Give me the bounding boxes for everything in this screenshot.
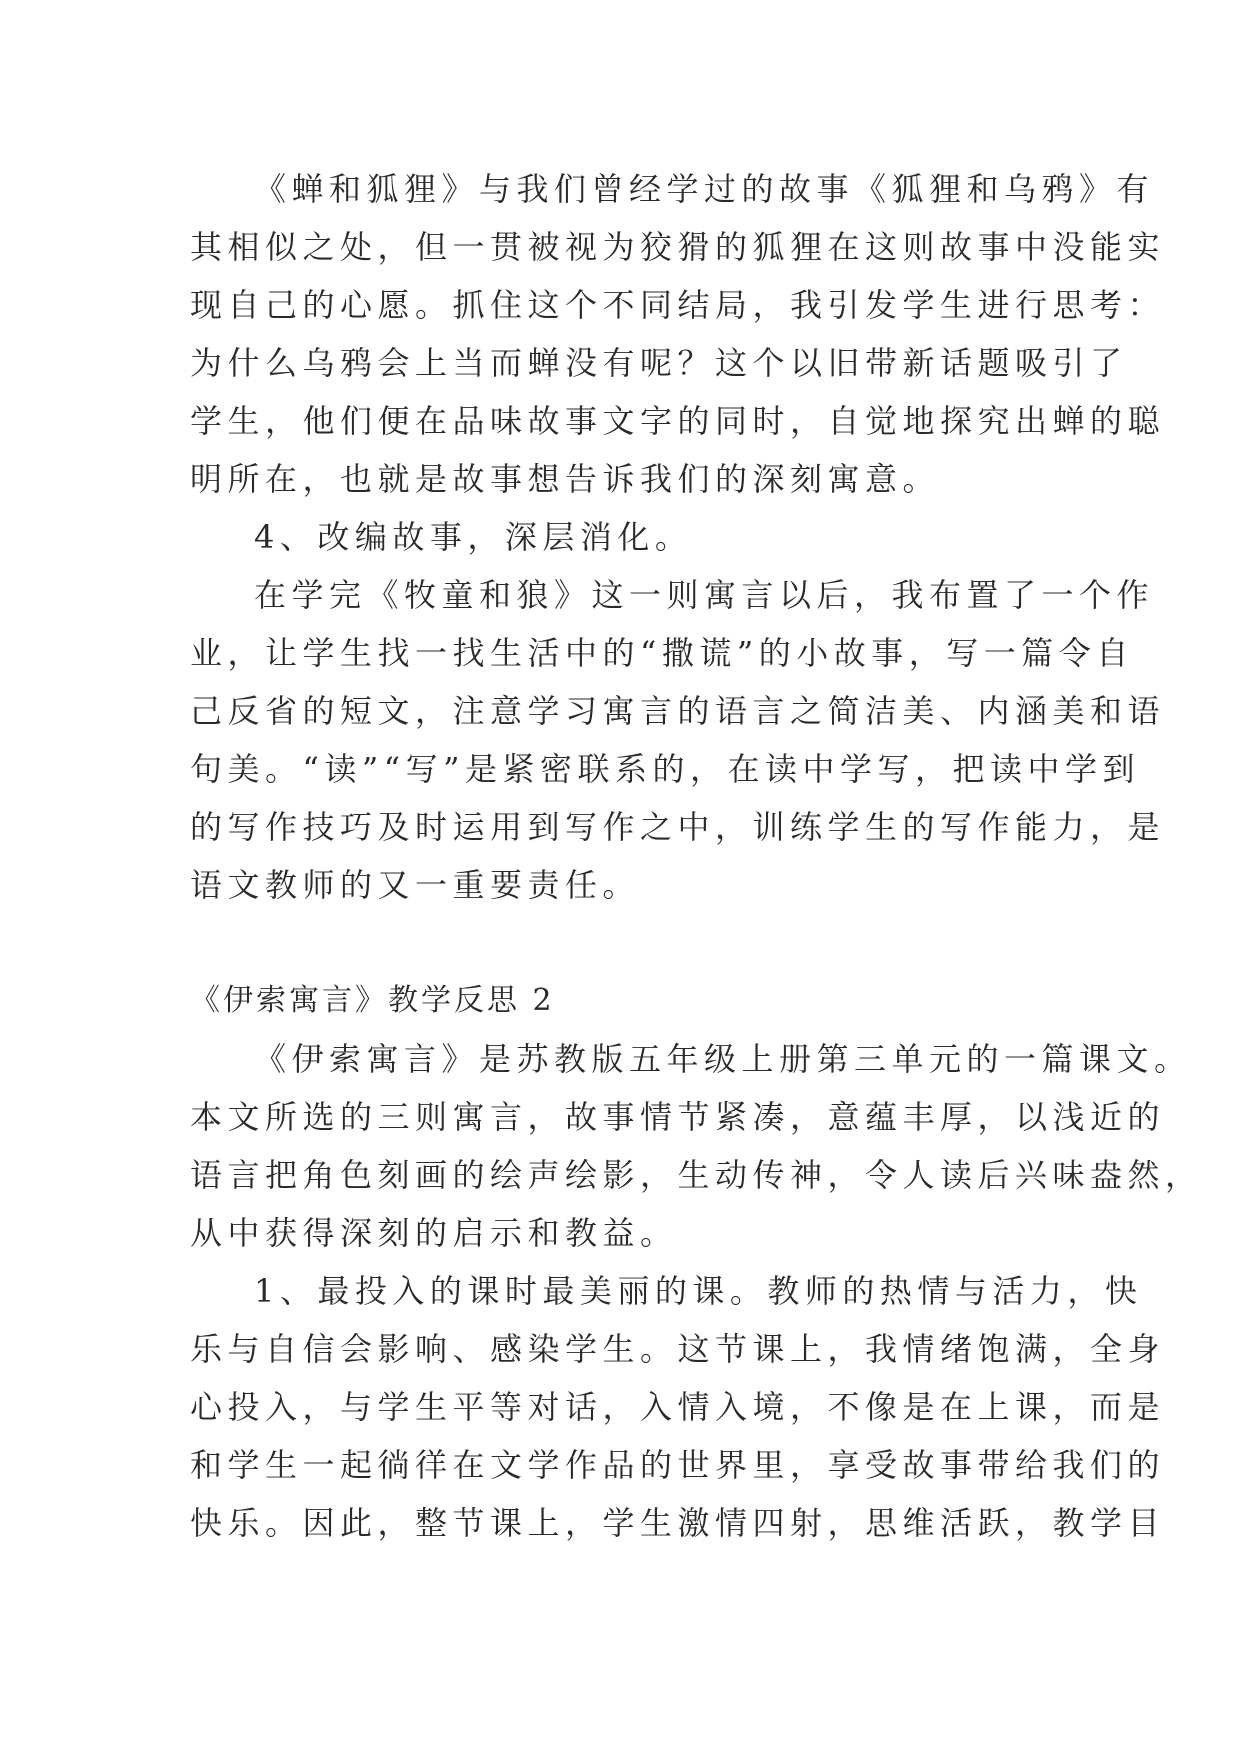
text-line: 语言把角色刻画的绘声绘影，生动传神，令人读后兴味盎然， <box>190 1156 1203 1194</box>
text-line: 心投入，与学生平等对话，入情入境，不像是在上课，而是 <box>190 1388 1166 1426</box>
paragraph-point-1 <box>190 1262 1166 1552</box>
text-line: 《蝉和狐狸》与我们曾经学过的故事《狐狸和乌鸦》有 <box>254 170 1155 208</box>
paragraph-shepherd-boy <box>190 566 1166 914</box>
paragraph-fox-and-cicada <box>190 160 1166 508</box>
text-line: 乐与自信会影响、感染学生。这节课上，我情绪饱满，全身 <box>190 1330 1166 1368</box>
text-line: 明所在，也就是故事想告诉我们的深刻寓意。 <box>190 460 941 498</box>
text-line: 在学完《牧童和狼》这一则寓言以后，我布置了一个作 <box>254 576 1155 614</box>
document-page <box>190 160 1203 1552</box>
paragraph-intro <box>190 1030 1203 1262</box>
text-line: 和学生一起徜徉在文学作品的世界里，享受故事带给我们的 <box>190 1446 1166 1484</box>
text-line: 业，让学生找一找生活中的“撒谎”的小故事，写一篇令自 <box>190 634 1134 672</box>
text-line: 《伊索寓言》是苏教版五年级上册第三单元的一篇课文。 <box>254 1040 1192 1078</box>
text-line: 现自己的心愿。抓住这个不同结局，我引发学生进行思考： <box>190 286 1166 324</box>
text-line: 本文所选的三则寓言，故事情节紧凑，意蕴丰厚，以浅近的 <box>190 1098 1166 1136</box>
text-line: 学生，他们便在品味故事文字的同时，自觉地探究出蝉的聪 <box>190 402 1166 440</box>
text-line: 句美。“读”“写”是紧密联系的，在读中学写，把读中学到 <box>190 750 1140 788</box>
text-line: 的写作技巧及时运用到写作之中，训练学生的写作能力，是 <box>190 808 1166 846</box>
text-line: 快乐。因此，整节课上，学生激情四射，思维活跃，教学目 <box>190 1504 1166 1542</box>
section-spacer <box>190 914 1050 972</box>
text-line: 己反省的短文，注意学习寓言的语言之简洁美、内涵美和语 <box>190 692 1166 730</box>
section-title: 《伊索寓言》教学反思 2 <box>190 983 555 1018</box>
text-line: 语文教师的又一重要责任。 <box>190 866 641 904</box>
text-line: 从中获得深刻的启示和教益。 <box>190 1214 678 1252</box>
list-item-4: 4、改编故事，深层消化。 <box>254 518 693 556</box>
text-line: 为什么乌鸦会上当而蝉没有呢？这个以旧带新话题吸引了 <box>190 344 1128 382</box>
text-line: 1、最投入的课时最美丽的课。教师的热情与活力，快 <box>254 1272 1143 1310</box>
text-line: 其相似之处，但一贯被视为狡猾的狐狸在这则故事中没能实 <box>190 228 1166 266</box>
